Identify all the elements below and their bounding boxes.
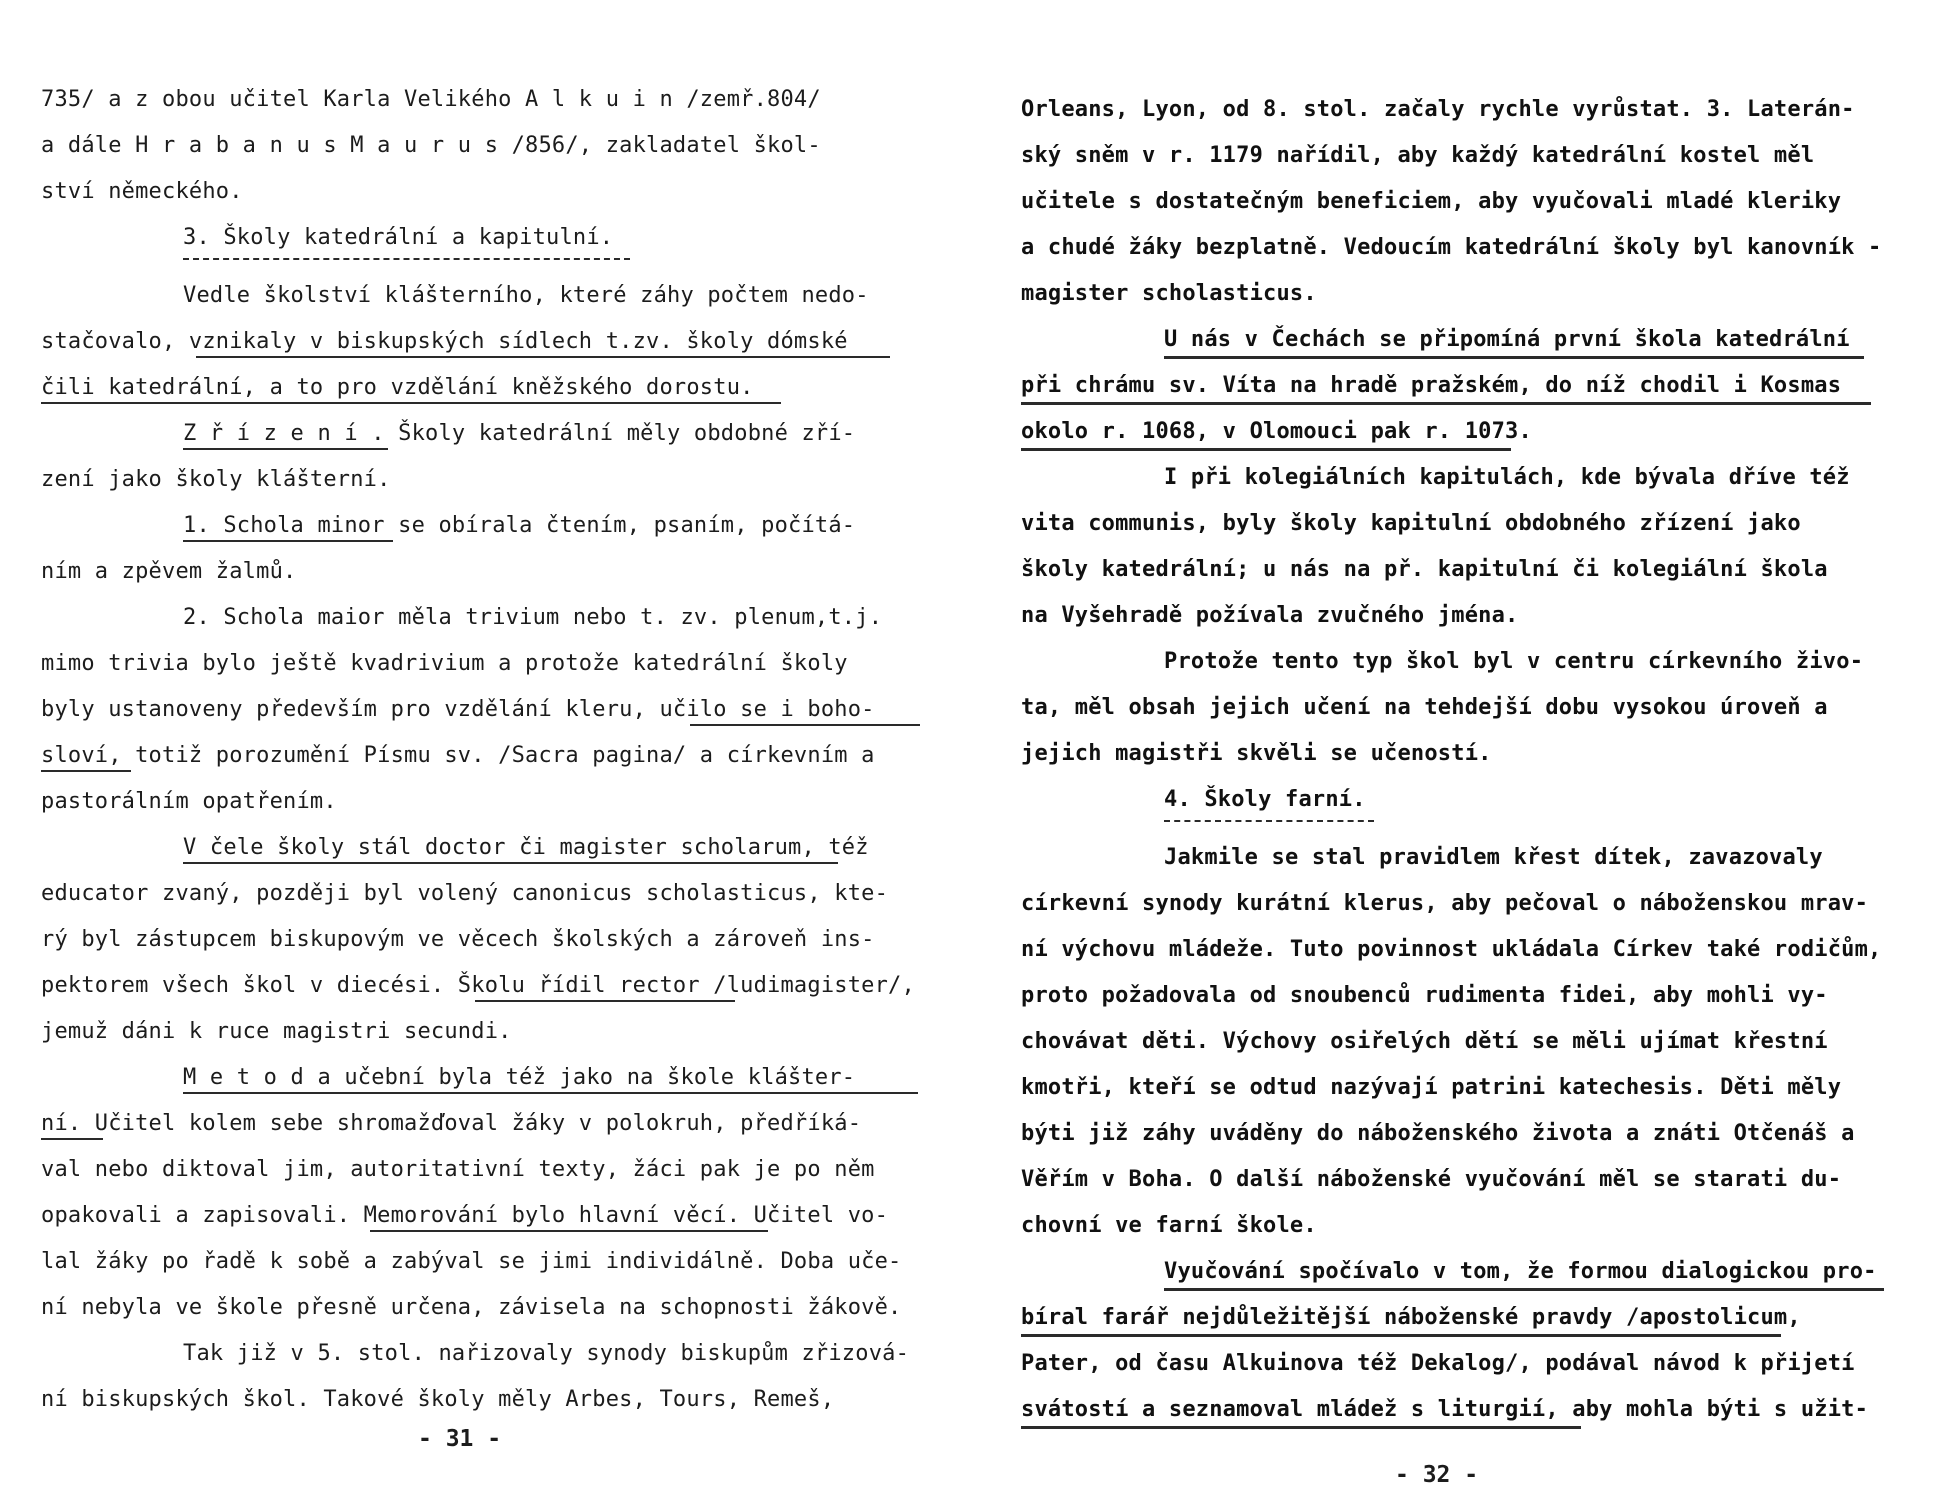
pencil-underline: [183, 448, 388, 450]
pencil-underline: [370, 1230, 768, 1232]
page-number: - 31 -: [418, 1426, 502, 1452]
right-line: Orleans, Lyon, od 8. stol. začaly rychle vyrůstat. 3. Laterán-: [1021, 97, 1855, 122]
pencil-underline: [196, 356, 890, 358]
pencil-underline: [690, 724, 920, 726]
pencil-underline: [41, 1138, 103, 1140]
left-line: ní biskupských škol. Takové školy měly Arbes, Tours, Remeš,: [41, 1387, 835, 1412]
right-line: ní výchovu mládeže. Tuto povinnost ukládala Církev také rodičům,: [1021, 937, 1882, 962]
right-line: okolo r. 1068, v Olomouci pak r. 1073.: [1021, 419, 1532, 444]
left-line: ním a zpěvem žalmů.: [41, 559, 297, 584]
right-line: I při kolegiálních kapitulách, kde bývala dříve též: [1164, 465, 1850, 490]
left-line: opakovali a zapisovali. Memorování bylo hlavní věcí. Učitel vo-: [41, 1203, 889, 1228]
pencil-underline: [1021, 1334, 1781, 1337]
right-line: U nás v Čechách se připomíná první škola katedrální: [1164, 327, 1850, 352]
right-line: Věřím v Boha. O další náboženské vyučování měl se starati du-: [1021, 1167, 1842, 1192]
left-line: Vedle školství klášterního, které záhy počtem nedo-: [183, 283, 869, 308]
pencil-underline: [1164, 356, 1864, 359]
right-line: kmotři, kteří se odtud nazývají patrini katechesis. Děti měly: [1021, 1075, 1842, 1100]
pencil-underline: [1021, 402, 1871, 405]
right-line: Vyučování spočívalo v tom, že formou dialogickou pro-: [1164, 1259, 1877, 1284]
right-line: při chrámu sv. Víta na hradě pražském, do níž chodil i Kosmas: [1021, 373, 1842, 398]
left-line: 1. Schola minor se obírala čtením, psaním, počítá-: [183, 513, 856, 538]
right-line: ský sněm v r. 1179 nařídil, aby každý katedrální kostel měl: [1021, 143, 1815, 168]
left-line: lal žáky po řadě k sobě a zabýval se jimi individálně. Doba uče-: [41, 1249, 902, 1274]
left-line: V čele školy stál doctor či magister scholarum, též: [183, 835, 869, 860]
left-line: mimo trivia bylo ještě kvadrivium a protože katedrální školy: [41, 651, 848, 676]
left-line: čili katedrální, a to pro vzdělání kněžského dorostu.: [41, 375, 754, 400]
left-heading: 3. Školy katedrální a kapitulní.: [183, 225, 614, 250]
left-line: jemuž dáni k ruce magistri secundi.: [41, 1019, 512, 1044]
left-line: rý byl zástupcem biskupovým ve věcech školských a zároveň ins-: [41, 927, 875, 952]
right-line: svátostí a seznamoval mládež s liturgií, aby mohla býti s užit-: [1021, 1397, 1869, 1422]
left-line: pastorálním opatřením.: [41, 789, 337, 814]
pencil-underline: [41, 770, 131, 772]
heading-underline: [1164, 820, 1374, 822]
pencil-underline: [183, 540, 393, 542]
left-line: educator zvaný, později byl volený canonicus scholasticus, kte-: [41, 881, 889, 906]
left-line: M e t o d a učební byla též jako na škole klášter-: [183, 1065, 856, 1090]
right-line: jejich magistři skvěli se učeností.: [1021, 741, 1492, 766]
right-line: chovávat děti. Výchovy osiřelých dětí se měli ujímat křestní: [1021, 1029, 1828, 1054]
right-line: chovní ve farní škole.: [1021, 1213, 1317, 1238]
right-line: církevní synody kurátní klerus, aby pečoval o náboženskou mrav-: [1021, 891, 1869, 916]
right-line: vita communis, byly školy kapitulní obdobného zřízení jako: [1021, 511, 1801, 536]
right-heading: 4. Školy farní.: [1164, 787, 1366, 812]
right-line: bíral farář nejdůležitější náboženské pravdy /apostolicum,: [1021, 1305, 1801, 1330]
right-line: ta, měl obsah jejich učení na tehdejší dobu vysokou úroveň a: [1021, 695, 1828, 720]
left-line: val nebo diktoval jim, autoritativní texty, žáci pak je po něm: [41, 1157, 875, 1182]
left-line: pektorem všech škol v diecési. Školu řídil rector /ludimagister/,: [41, 973, 915, 998]
pencil-underline: [475, 1000, 735, 1002]
right-line: Protože tento typ škol byl v centru církevního živo-: [1164, 649, 1864, 674]
right-line: magister scholasticus.: [1021, 281, 1317, 306]
right-line: učitele s dostatečným beneficiem, aby vyučovali mladé kleriky: [1021, 189, 1842, 214]
right-line: a chudé žáky bezplatně. Vedoucím katedrální školy byl kanovník -: [1021, 235, 1882, 260]
right-line: na Vyšehradě požívala zvučného jména.: [1021, 603, 1519, 628]
left-line: ství německého.: [41, 179, 243, 204]
left-line: stačovalo, vznikaly v biskupských sídlech t.zv. školy dómské: [41, 329, 848, 354]
pencil-underline: [1021, 448, 1511, 451]
pencil-underline: [1021, 1426, 1581, 1429]
pencil-underline: [183, 862, 838, 864]
left-line: 2. Schola maior měla trivium nebo t. zv. plenum,t.j.: [183, 605, 883, 630]
left-line: byly ustanoveny především pro vzdělání kleru, učilo se i boho-: [41, 697, 875, 722]
right-line: školy katedrální; u nás na př. kapitulní či kolegiální škola: [1021, 557, 1828, 582]
left-line: zení jako školy klášterní.: [41, 467, 391, 492]
right-line: Jakmile se stal pravidlem křest dítek, zavazovaly: [1164, 845, 1823, 870]
left-line: a dále H r a b a n u s M a u r u s /856/, zakladatel škol-: [41, 133, 821, 158]
right-line: Pater, od času Alkuinova též Dekalog/, podával návod k přijetí: [1021, 1351, 1855, 1376]
left-line: ní nebyla ve škole přesně určena, závisela na schopnosti žákově.: [41, 1295, 902, 1320]
right-line: proto požadovala od snoubenců rudimenta fidei, aby mohli vy-: [1021, 983, 1828, 1008]
pencil-underline: [1164, 1288, 1884, 1291]
left-line: sloví, totiž porozumění Písmu sv. /Sacra pagina/ a církevním a: [41, 743, 875, 768]
heading-underline: [183, 258, 630, 260]
page-number: - 32 -: [1395, 1462, 1479, 1488]
left-line: Tak již v 5. stol. nařizovaly synody biskupům zřizová-: [183, 1341, 910, 1366]
left-line: 735/ a z obou učitel Karla Velikého A l k u i n /zemř.804/: [41, 87, 821, 112]
right-page: [971, 0, 1942, 1500]
pencil-underline: [41, 402, 781, 404]
left-line: ní. Učitel kolem sebe shromažďoval žáky v polokruh, předříká-: [41, 1111, 862, 1136]
left-line: Z ř í z e n í . Školy katedrální měly obdobné zří-: [183, 421, 856, 446]
pencil-underline: [183, 1092, 918, 1094]
right-line: býti již záhy uváděny do náboženského života a znáti Otčenáš a: [1021, 1121, 1855, 1146]
